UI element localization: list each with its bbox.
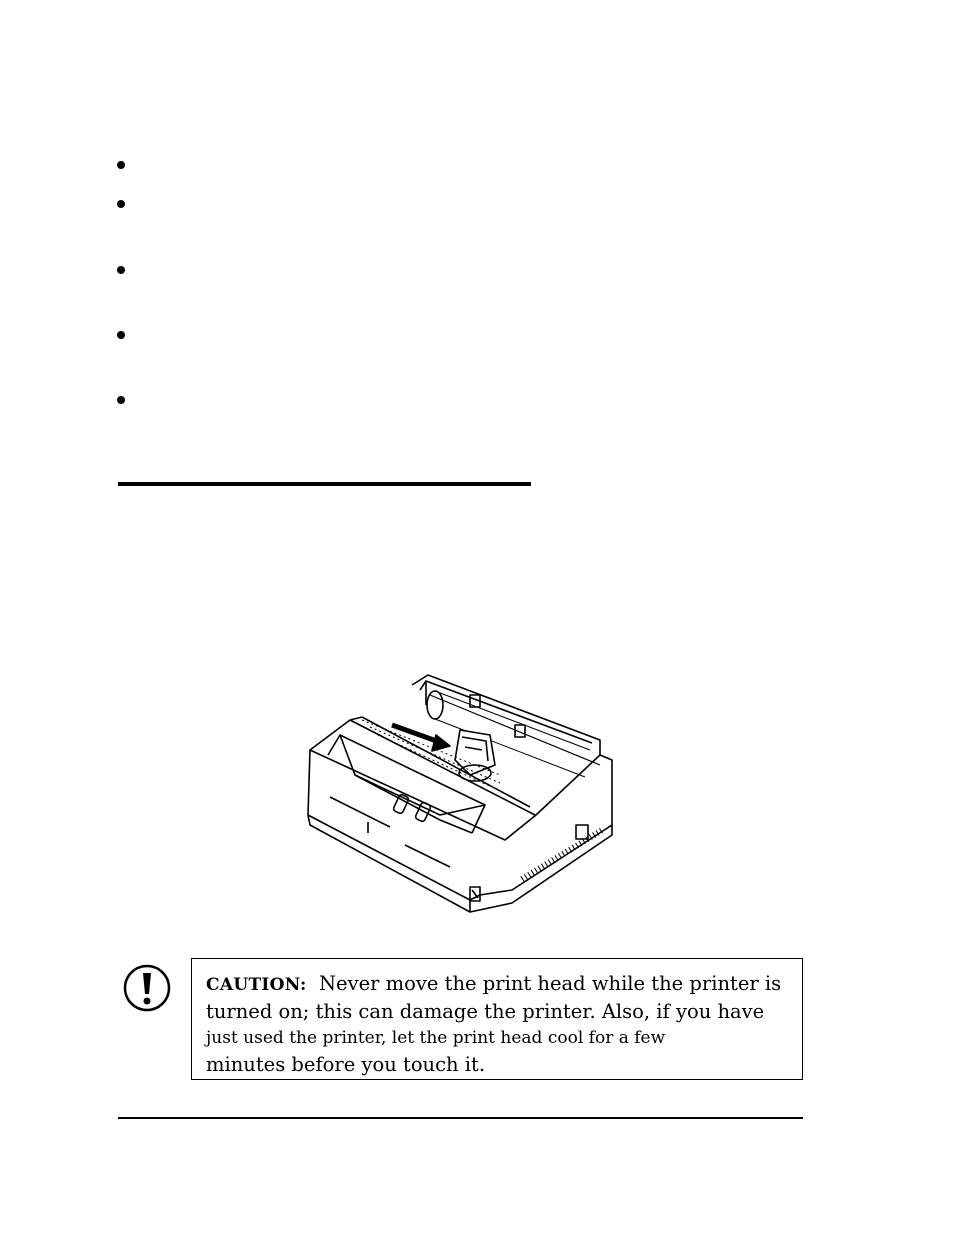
- caution-line-4: minutes before you touch it.: [206, 1052, 486, 1076]
- bullet-marker: [117, 266, 125, 274]
- bullet-marker: [117, 331, 125, 339]
- page-footer-rule: [118, 1117, 803, 1119]
- section-heading-rule: [118, 482, 531, 486]
- caution-note: [191, 958, 803, 1080]
- caution-text-1: Never move the print head while the printer is: [318, 972, 782, 995]
- caution-line-2: turned on; this can damage the printer. Also, if you have: [206, 999, 765, 1023]
- caution-line-3: just used the printer, let the print head cool for a few: [206, 1028, 666, 1048]
- bullet-marker: [117, 161, 125, 169]
- bullet-marker: [117, 396, 125, 404]
- printer-illustration: [300, 665, 620, 915]
- bullet-marker: [117, 200, 125, 208]
- caution-label: CAUTION:: [206, 975, 307, 995]
- caution-line-1: [206, 971, 788, 999]
- exclamation-icon: [122, 963, 172, 1013]
